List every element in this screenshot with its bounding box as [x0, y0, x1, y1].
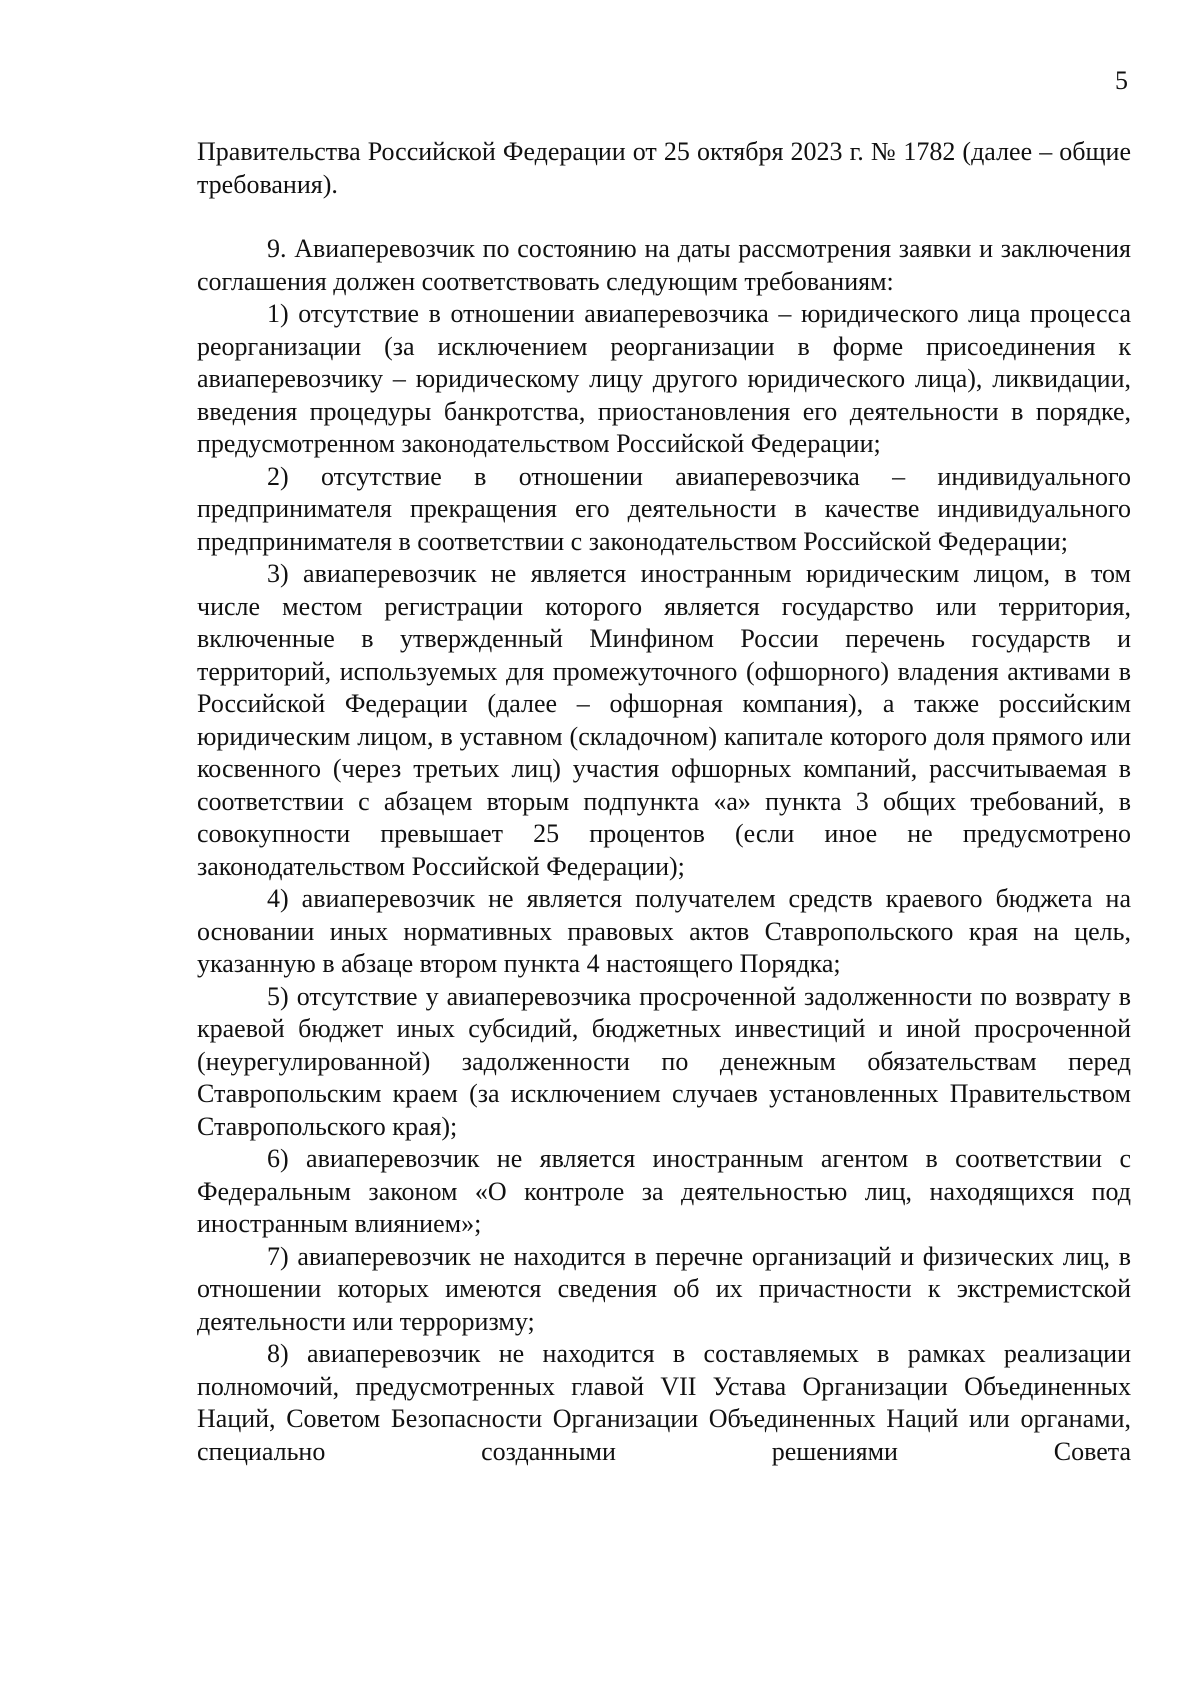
- paragraph-item-9: 9. Авиаперевозчик по состоянию на даты рассмотрения заявки и заключения соглашения должен соответствовать следующим требованиям:: [197, 234, 1131, 296]
- paragraph-subitem-3: 3) авиаперевозчик не является иностранным юридическим лицом, в том числе местом регистрации которого является государство или территория, включенные в утвержденный Минфином России перечень государств и территорий, используемых для промежуточного (офшорного) владения активами в Российской Федерации (далее – офшорная компания), а также российским юридическим лицом, в уставном (складочном) капитале которого доля прямого или косвенного (через третьих лиц) участия офшорных компаний, рассчитываемая в соответствии с абзацем вторым подпункта «а» пункта 3 общих требований, в совокупности превышает 25 процентов (если иное не предусмотрено законодательством Российской Федерации);: [197, 559, 1131, 881]
- paragraph-gap: [197, 201, 1131, 233]
- page-number: 5: [1115, 66, 1128, 95]
- document-body: [197, 136, 1131, 1468]
- paragraph-subitem-5: 5) отсутствие у авиаперевозчика просроченной задолженности по возврату в краевой бюджет иных субсидий, бюджетных инвестиций и иной просроченной (неурегулированной) задолженности по денежным обязательствам перед Ставропольским краем (за исключением случаев установленных Правительством Ставропольского края);: [197, 981, 1131, 1141]
- paragraph-subitem-2: 2) отсутствие в отношении авиаперевозчика – индивидуального предпринимателя прекращения его деятельности в качестве индивидуального предпринимателя в соответствии с законодательством Российской Федерации;: [197, 461, 1131, 556]
- paragraph-subitem-8: 8) авиаперевозчик не находится в составляемых в рамках реализации полномочий, предусмотренных главой VII Устава Организации Объединенных Наций, Советом Безопасности Организации Объединенных Наций или органами, специально созданными решениями Совета: [197, 1339, 1131, 1466]
- paragraph-subitem-4: 4) авиаперевозчик не является получателем средств краевого бюджета на основании иных нормативных правовых актов Ставропольского края на цель, указанную в абзаце втором пункта 4 настоящего Порядка;: [197, 884, 1131, 978]
- paragraph-subitem-7: 7) авиаперевозчик не находится в перечне организаций и физических лиц, в отношении которых имеются сведения об их причастности к экстремистской деятельности или терроризму;: [197, 1241, 1131, 1336]
- paragraph-subitem-1: 1) отсутствие в отношении авиаперевозчика – юридического лица процесса реорганизации (за исключением реорганизации в форме присоединения к авиаперевозчику – юридическому лицу другого юридического лица), ликвидации, введения процедуры банкротства, приостановления его деятельности в порядке, предусмотренном законодательством Российской Федерации;: [197, 299, 1131, 458]
- intro-paragraph: Правительства Российской Федерации от 25 октября 2023 г. № 1782 (далее – общие требования).: [197, 137, 1131, 199]
- paragraph-subitem-6: 6) авиаперевозчик не является иностранным агентом в соответствии с Федеральным законом «О контроле за деятельностью лиц, находящихся под иностранным влиянием»;: [197, 1144, 1131, 1238]
